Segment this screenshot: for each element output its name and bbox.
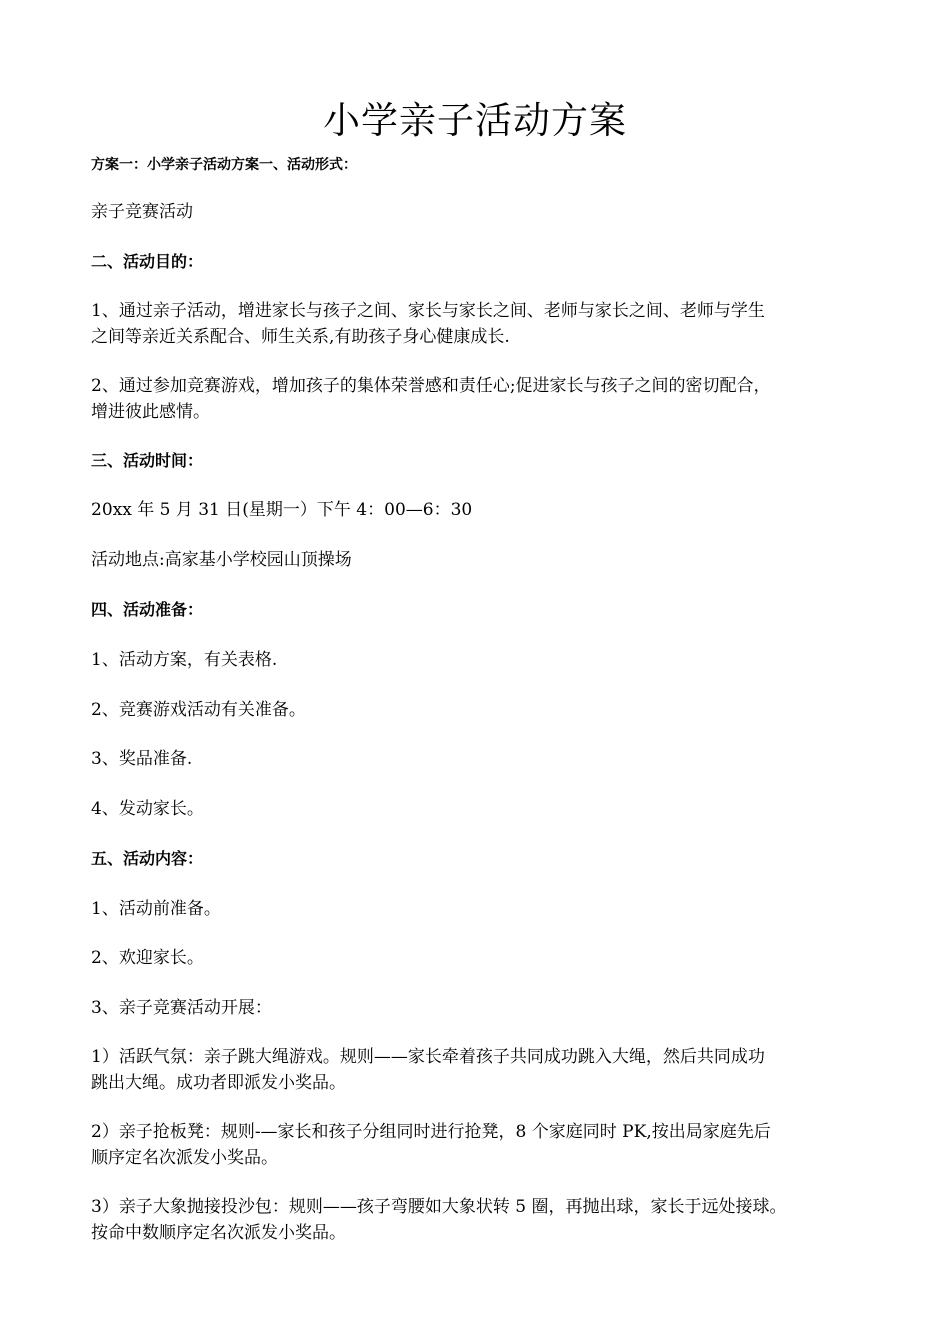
section-heading-time: 三、活动时间： (91, 451, 204, 470)
document-title: 小学亲子活动方案 (323, 99, 627, 142)
game-3-line-2: 按命中数顺序定名次派发小奖品。 (91, 1223, 346, 1243)
game-paragraph-1 (91, 1044, 871, 1096)
prep-item-3: 3、奖品准备. (91, 749, 193, 769)
game-1-line-2: 跳出大绳。成功者即派发小奖品。 (91, 1073, 346, 1093)
game-paragraph-3 (91, 1194, 871, 1246)
purpose-2-line-2: 增进彼此感情。 (91, 402, 210, 422)
activity-form: 亲子竞赛活动 (91, 202, 193, 222)
section-heading-preparation: 四、活动准备： (91, 600, 204, 619)
content-item-1: 1、活动前准备。 (91, 899, 221, 919)
purpose-paragraph-2 (91, 373, 871, 425)
game-1-line-1: 1）活跃气氛：亲子跳大绳游戏。规则——家长牵着孩子共同成功跳入大绳，然后共同成功 (91, 1047, 765, 1067)
section-heading-content: 五、活动内容： (91, 849, 204, 868)
content-item-2: 2、欢迎家长。 (91, 948, 204, 968)
purpose-2-line-1: 2、通过参加竞赛游戏，增加孩子的集体荣誉感和责任心;促进家长与孩子之间的密切配合， (91, 376, 771, 396)
purpose-paragraph-1 (91, 298, 871, 350)
game-2-line-2: 顺序定名次派发小奖品。 (91, 1148, 278, 1168)
purpose-1-line-1: 1、通过亲子活动，增进家长与孩子之间、家长与家长之间、老师与家长之间、老师与学生 (91, 301, 765, 321)
prep-item-1: 1、活动方案，有关表格. (91, 650, 278, 670)
content-item-3: 3、亲子竞赛活动开展： (91, 998, 272, 1018)
game-3-line-1: 3）亲子大象抛接投沙包：规则——孩子弯腰如大象状转 5 圈，再抛出球，家长于远处接球。 (91, 1197, 787, 1217)
section-heading-purpose: 二、活动目的： (91, 252, 204, 271)
prep-item-4: 4、发动家长。 (91, 799, 204, 819)
prep-item-2: 2、竞赛游戏活动有关准备。 (91, 700, 306, 720)
plan-subtitle: 方案一：小学亲子活动方案一、活动形式： (91, 157, 357, 173)
purpose-1-line-2: 之间等亲近关系配合、师生关系,有助孩子身心健康成长. (91, 327, 510, 347)
activity-time: 20xx 年 5 月 31 日(星期一）下午 4：00—6：30 (91, 500, 473, 520)
game-2-line-1: 2）亲子抢板凳：规则-—家长和孩子分组同时进行抢凳，8 个家庭同时 PK,按出局家庭先后 (91, 1122, 771, 1142)
game-paragraph-2 (91, 1119, 871, 1171)
activity-location: 活动地点:高家基小学校园山顶操场 (91, 550, 352, 570)
